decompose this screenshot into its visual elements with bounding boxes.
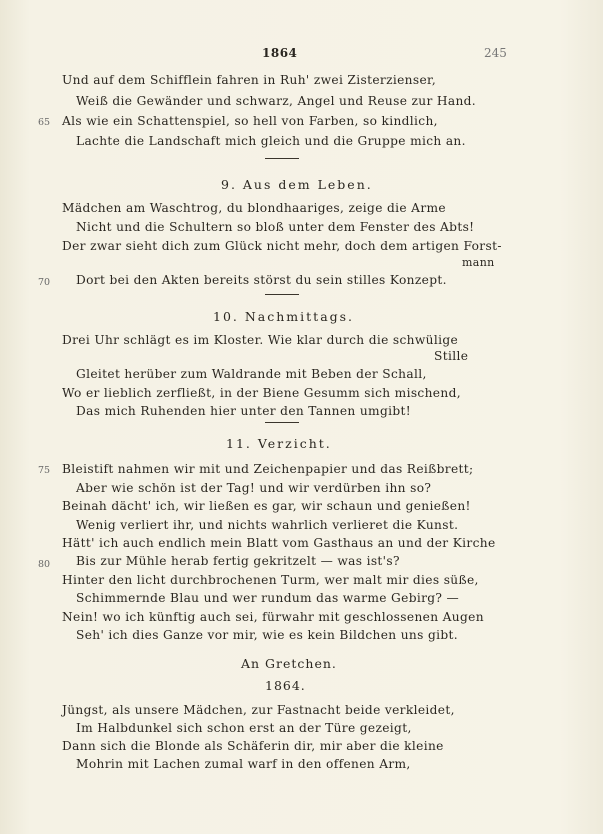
verse-line: Aber wie schön ist der Tag! und wir verdürben ihn so? (76, 481, 432, 495)
verse-line: Mädchen am Waschtrog, du blondhaariges, zeige die Arme (62, 201, 446, 215)
verse-line: Im Halbdunkel sich schon erst an der Türe gezeigt, (76, 721, 412, 735)
line-number: 65 (38, 117, 51, 128)
verse-line: Hätt' ich auch endlich mein Blatt vom Gasthaus an und der Kirche (62, 536, 496, 550)
verse-line: Und auf dem Schifflein fahren in Ruh' zwei Zisterzienser, (62, 73, 437, 87)
verse-line: Seh' ich dies Ganze vor mir, wie es kein Bildchen uns gibt. (76, 628, 458, 642)
verse-line-continuation: mann (462, 256, 495, 269)
verse-line: Der zwar sieht dich zum Glück nicht mehr, doch dem artigen Forst- (62, 239, 502, 253)
running-head (0, 46, 603, 64)
verse-line: Jüngst, als unsere Mädchen, zur Fastnacht beide verkleidet, (62, 703, 455, 717)
page-number: 245 (484, 46, 507, 60)
poem-year: 1864. (265, 678, 306, 693)
verse-line: Lachte die Landschaft mich gleich und die Gruppe mich an. (76, 134, 466, 148)
section-divider (265, 294, 299, 295)
verse-line: Beinah dächt' ich, wir ließen es gar, wir schaun und genießen! (62, 499, 471, 513)
line-number: 70 (38, 277, 51, 288)
line-number: 75 (38, 465, 51, 476)
section-title: 10. Nachmittags. (213, 309, 355, 324)
section-title: 11. Verzicht. (226, 436, 332, 451)
verse-line: Das mich Ruhenden hier unter den Tannen umgibt! (76, 404, 411, 418)
poem-title: An Gretchen. (241, 656, 337, 671)
section-divider (265, 158, 299, 159)
verse-line: Als wie ein Schattenspiel, so hell von Farben, so kindlich, (62, 114, 438, 128)
verse-line: Wo er lieblich zerfließt, in der Biene Gesumm sich mischend, (62, 386, 461, 400)
line-number: 80 (38, 559, 51, 570)
verse-line: Bis zur Mühle herab fertig gekritzelt — was ist's? (76, 554, 400, 568)
verse-line: Nein! wo ich künftig auch sei, fürwahr mit geschlossenen Augen (62, 610, 484, 624)
verse-line: Gleitet herüber zum Waldrande mit Beben der Schall, (76, 367, 427, 381)
verse-line: Wenig verliert ihr, und nichts wahrlich verlieret die Kunst. (76, 518, 459, 532)
verse-line: Nicht und die Schultern so bloß unter dem Fenster des Abts! (76, 220, 475, 234)
verse-line: Drei Uhr schlägt es im Kloster. Wie klar durch die schwülige (62, 333, 459, 347)
verse-line: Weiß die Gewänder und schwarz, Angel und Reuse zur Hand. (76, 94, 477, 108)
verse-line: Bleistift nahmen wir mit und Zeichenpapier und das Reißbrett; (62, 462, 474, 476)
verse-line-continuation: Stille (434, 349, 469, 363)
section-title: 9. Aus dem Leben. (221, 177, 373, 192)
verse-line: Dort bei den Akten bereits störst du sein stilles Konzept. (76, 273, 447, 287)
section-divider (265, 422, 299, 423)
verse-line: Dann sich die Blonde als Schäferin dir, mir aber die kleine (62, 739, 444, 753)
verse-line: Schimmernde Blau und wer rundum das warme Gebirg? — (76, 591, 460, 605)
running-head-year: 1864 (262, 46, 298, 60)
verse-line: Mohrin mit Lachen zumal warf in den offenen Arm, (76, 757, 411, 771)
verse-line: Hinter den licht durchbrochenen Turm, wer malt mir dies süße, (62, 573, 479, 587)
